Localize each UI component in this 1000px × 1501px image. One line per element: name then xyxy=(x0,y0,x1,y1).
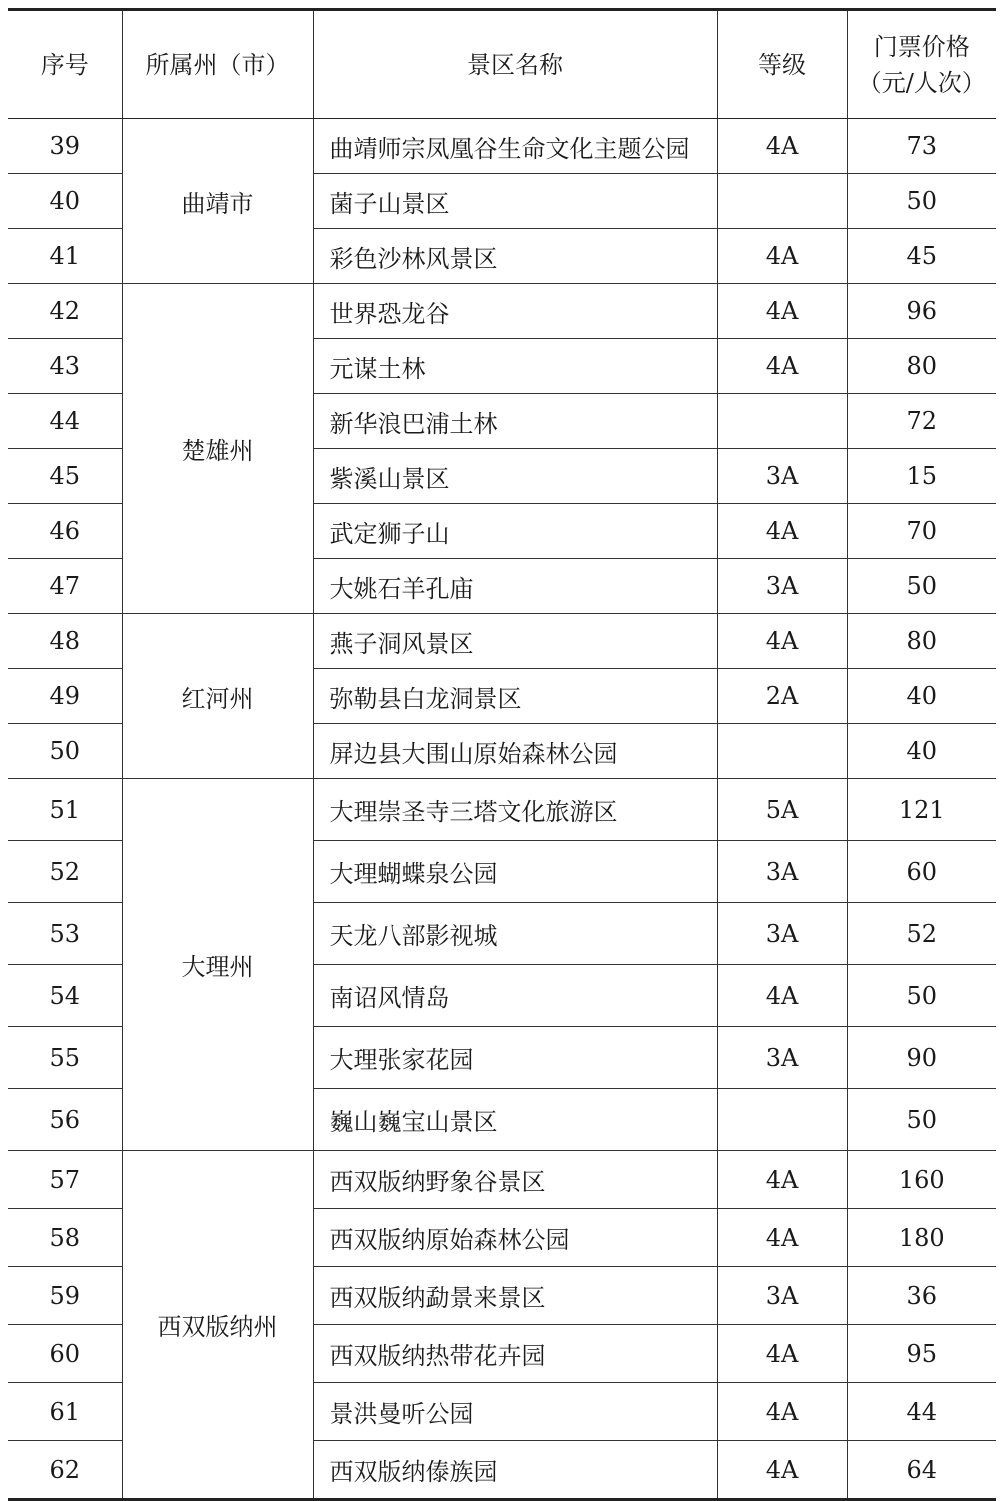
cell-price: 40 xyxy=(847,669,996,724)
header-name: 景区名称 xyxy=(313,10,717,119)
cell-price: 121 xyxy=(847,779,996,841)
cell-price: 80 xyxy=(847,339,996,394)
cell-grade: 4A xyxy=(717,284,847,339)
cell-price: 90 xyxy=(847,1027,996,1089)
cell-index: 47 xyxy=(8,559,122,614)
cell-index: 58 xyxy=(8,1209,122,1267)
cell-grade: 4A xyxy=(717,1441,847,1500)
cell-price: 73 xyxy=(847,119,996,174)
cell-city: 大理州 xyxy=(122,779,313,1151)
cell-index: 62 xyxy=(8,1441,122,1500)
cell-name: 燕子洞风景区 xyxy=(313,614,717,669)
cell-name: 西双版纳勐景来景区 xyxy=(313,1267,717,1325)
cell-name: 新华浪巴浦土林 xyxy=(313,394,717,449)
cell-name: 彩色沙林风景区 xyxy=(313,229,717,284)
cell-index: 53 xyxy=(8,903,122,965)
header-index: 序号 xyxy=(8,10,122,119)
cell-price: 80 xyxy=(847,614,996,669)
cell-grade: 4A xyxy=(717,504,847,559)
cell-grade: 3A xyxy=(717,1027,847,1089)
cell-name: 屏边县大围山原始森林公园 xyxy=(313,724,717,779)
header-price-line2: （元/人次） xyxy=(857,68,986,97)
table-row xyxy=(8,779,996,841)
cell-name: 景洪曼听公园 xyxy=(313,1383,717,1441)
cell-price: 70 xyxy=(847,504,996,559)
cell-price: 44 xyxy=(847,1383,996,1441)
cell-name: 大理张家花园 xyxy=(313,1027,717,1089)
cell-index: 55 xyxy=(8,1027,122,1089)
cell-city: 楚雄州 xyxy=(122,284,313,614)
cell-grade: 4A xyxy=(717,965,847,1027)
cell-price: 95 xyxy=(847,1325,996,1383)
header-city: 所属州（市） xyxy=(122,10,313,119)
header-row xyxy=(8,10,996,119)
cell-index: 43 xyxy=(8,339,122,394)
cell-name: 大理蝴蝶泉公园 xyxy=(313,841,717,903)
cell-price: 52 xyxy=(847,903,996,965)
cell-grade: 4A xyxy=(717,1151,847,1209)
cell-name: 天龙八部影视城 xyxy=(313,903,717,965)
cell-price: 50 xyxy=(847,174,996,229)
cell-price: 15 xyxy=(847,449,996,504)
cell-grade: 3A xyxy=(717,449,847,504)
table-row xyxy=(8,614,996,669)
cell-index: 56 xyxy=(8,1089,122,1151)
cell-name: 大理崇圣寺三塔文化旅游区 xyxy=(313,779,717,841)
cell-index: 42 xyxy=(8,284,122,339)
cell-name: 大姚石羊孔庙 xyxy=(313,559,717,614)
cell-city: 红河州 xyxy=(122,614,313,779)
cell-price: 64 xyxy=(847,1441,996,1500)
cell-index: 52 xyxy=(8,841,122,903)
cell-price: 40 xyxy=(847,724,996,779)
cell-index: 51 xyxy=(8,779,122,841)
cell-city: 曲靖市 xyxy=(122,119,313,284)
cell-index: 61 xyxy=(8,1383,122,1441)
header-price-line1: 门票价格 xyxy=(873,32,970,61)
cell-price: 36 xyxy=(847,1267,996,1325)
cell-grade: 4A xyxy=(717,1209,847,1267)
cell-index: 49 xyxy=(8,669,122,724)
cell-grade: 4A xyxy=(717,1383,847,1441)
cell-grade: 4A xyxy=(717,229,847,284)
cell-grade: 4A xyxy=(717,1325,847,1383)
cell-index: 59 xyxy=(8,1267,122,1325)
cell-grade xyxy=(717,724,847,779)
table-body xyxy=(8,119,996,1500)
cell-name: 西双版纳野象谷景区 xyxy=(313,1151,717,1209)
cell-name: 巍山巍宝山景区 xyxy=(313,1089,717,1151)
cell-grade: 3A xyxy=(717,559,847,614)
cell-name: 南诏风情岛 xyxy=(313,965,717,1027)
cell-name: 弥勒县白龙洞景区 xyxy=(313,669,717,724)
cell-index: 46 xyxy=(8,504,122,559)
header-price xyxy=(847,10,996,119)
cell-grade: 3A xyxy=(717,903,847,965)
cell-index: 41 xyxy=(8,229,122,284)
cell-index: 44 xyxy=(8,394,122,449)
cell-index: 60 xyxy=(8,1325,122,1383)
cell-name: 西双版纳傣族园 xyxy=(313,1441,717,1500)
cell-index: 50 xyxy=(8,724,122,779)
cell-index: 45 xyxy=(8,449,122,504)
cell-index: 48 xyxy=(8,614,122,669)
scenic-area-table xyxy=(8,8,996,1501)
cell-price: 180 xyxy=(847,1209,996,1267)
cell-name: 西双版纳热带花卉园 xyxy=(313,1325,717,1383)
header-grade: 等级 xyxy=(717,10,847,119)
cell-grade xyxy=(717,174,847,229)
cell-grade: 2A xyxy=(717,669,847,724)
cell-grade: 4A xyxy=(717,339,847,394)
cell-index: 39 xyxy=(8,119,122,174)
table-row xyxy=(8,1151,996,1209)
cell-name: 曲靖师宗凤凰谷生命文化主题公园 xyxy=(313,119,717,174)
cell-price: 160 xyxy=(847,1151,996,1209)
cell-city: 西双版纳州 xyxy=(122,1151,313,1500)
cell-price: 50 xyxy=(847,1089,996,1151)
cell-name: 武定狮子山 xyxy=(313,504,717,559)
cell-grade xyxy=(717,1089,847,1151)
cell-index: 57 xyxy=(8,1151,122,1209)
cell-name: 菌子山景区 xyxy=(313,174,717,229)
cell-price: 50 xyxy=(847,559,996,614)
cell-index: 54 xyxy=(8,965,122,1027)
cell-price: 45 xyxy=(847,229,996,284)
cell-name: 世界恐龙谷 xyxy=(313,284,717,339)
cell-grade: 3A xyxy=(717,841,847,903)
cell-price: 72 xyxy=(847,394,996,449)
cell-price: 96 xyxy=(847,284,996,339)
cell-grade xyxy=(717,394,847,449)
cell-name: 紫溪山景区 xyxy=(313,449,717,504)
cell-price: 60 xyxy=(847,841,996,903)
table-row xyxy=(8,119,996,174)
cell-index: 40 xyxy=(8,174,122,229)
cell-price: 50 xyxy=(847,965,996,1027)
cell-grade: 3A xyxy=(717,1267,847,1325)
cell-grade: 4A xyxy=(717,119,847,174)
cell-grade: 4A xyxy=(717,614,847,669)
cell-name: 西双版纳原始森林公园 xyxy=(313,1209,717,1267)
cell-name: 元谋土林 xyxy=(313,339,717,394)
table-row xyxy=(8,284,996,339)
cell-grade: 5A xyxy=(717,779,847,841)
